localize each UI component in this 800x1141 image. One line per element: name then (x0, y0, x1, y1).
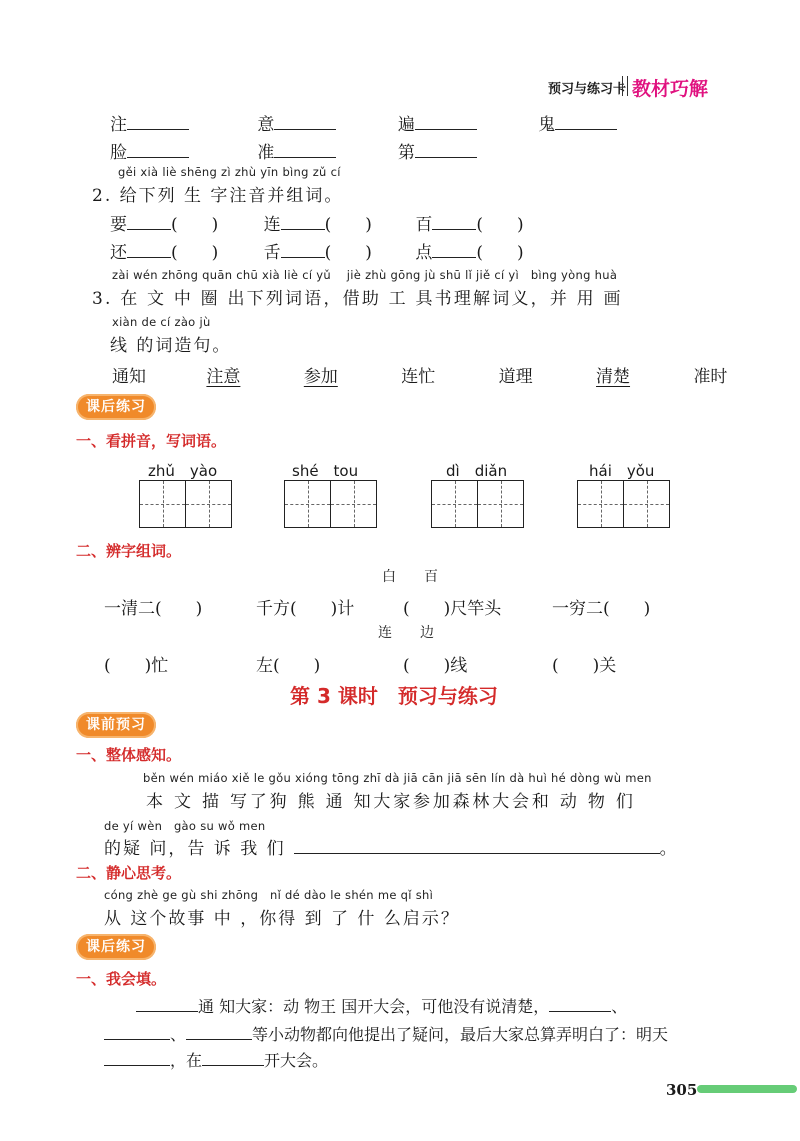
q2-row-1: 要 ( ) 连 ( ) 百 ( ) (110, 215, 524, 235)
word: 道理 (498, 367, 533, 387)
overall-pinyin-1: běn wén miáo xiě le gǒu xióng tōng zhī dà jiā cān jiā sēn lín dà huì hé dòng wù men (143, 771, 652, 785)
page-number: 305 (666, 1081, 698, 1099)
word-underlined: 注意 (206, 367, 241, 387)
idiom-item: ( )尺竿头 (403, 599, 502, 619)
before-class-badge: 课前预习 (76, 712, 156, 738)
writing-grid[interactable] (577, 480, 670, 528)
q3-word-list (112, 362, 727, 387)
q3-pinyin-2: xiàn de cí zào jù (112, 315, 211, 329)
after-class-badge: 课后练习 (76, 394, 156, 420)
word-underlined: 参加 (303, 367, 338, 387)
overall-line-1: 本 文 描 写了狗 熊 通 知大家参加森林大会和 动 物 们 (146, 792, 636, 812)
fill-line-3: ，在 开大会。 (104, 1048, 328, 1071)
header-divider (622, 76, 628, 96)
writing-grid[interactable] (139, 480, 232, 528)
grid-pinyin-2: shé tou (292, 462, 359, 480)
idiom-item: 一穷二( ) (552, 599, 651, 619)
lesson-title: 第 3 课时 预习与练习 (290, 684, 498, 708)
after-class-badge: 课后练习 (76, 934, 156, 960)
reflect-pinyin: cóng zhè ge gù shi zhōng nǐ dé dào le shén me qǐ shì (104, 888, 434, 902)
q3-pinyin-1: zài wén zhōng quān chū xià liè cí yǔ jiè zhù gōng jù shū lǐ jiě cí yì bìng yòng huà (112, 268, 618, 282)
q3-line-2: 线 的词造句。 (110, 336, 232, 356)
section-pinyin-write: 一、看拼音，写词语。 (76, 432, 227, 450)
section-reflect: 二、静心思考。 (76, 864, 182, 882)
word-item: ( )线 (403, 656, 468, 676)
section-distinguish: 二、辨字组词。 (76, 542, 182, 560)
fill-line-2: 、 等小动物都向他提出了疑问，最后大家总算弄明白了：明天 (104, 1022, 668, 1045)
writing-grid[interactable] (284, 480, 377, 528)
word-row-2: 脸 准 第 (110, 138, 477, 163)
char-pair-1: 白 百 (382, 569, 438, 585)
word-item: ( )忙 (104, 656, 169, 676)
writing-grid[interactable] (431, 480, 524, 528)
grid-pinyin-4: hái yǒu (589, 462, 655, 480)
word-item: ( )关 (552, 656, 617, 676)
q2-instruction: 2. 给下列 生 字注音并组词。 (92, 186, 344, 206)
fill-line-1: 通 知大家：动 物王 国开大会，可他没有说清楚， 、 (136, 994, 627, 1017)
section-fill: 一、我会填。 (76, 970, 167, 988)
header-series: 预习与练习卡 (548, 82, 627, 97)
word: 连忙 (401, 367, 436, 387)
grid-pinyin-1: zhǔ yào (148, 462, 218, 480)
overall-pinyin-2: de yí wèn gào su wǒ men (104, 819, 266, 833)
page-decoration-bar (697, 1085, 797, 1093)
idiom-item: 一清二( ) (104, 599, 203, 619)
word-item: 左( ) (256, 656, 321, 676)
section-overall: 一、整体感知。 (76, 746, 182, 764)
word-underlined: 清楚 (596, 367, 631, 387)
grid-pinyin-3: dì diǎn (446, 462, 508, 480)
word: 通知 (112, 367, 146, 387)
q2-pinyin: gěi xià liè shēng zì zhù yīn bìng zǔ cí (118, 165, 341, 179)
reflect-question: 从 这个故事 中 ，你得 到 了 什 么启示？ (104, 909, 460, 929)
char-pair-2: 连 边 (378, 625, 434, 641)
header-brand: 教材巧解 (632, 78, 709, 100)
overall-line-2: 的疑 问，告 诉 我 们 。 (104, 839, 679, 859)
idiom-item: 千方( )计 (256, 599, 355, 619)
q2-row-2: 还 ( ) 舌 ( ) 点 ( ) (110, 243, 524, 263)
q3-line-1: 3. 在 文 中 圈 出下列词语，借助 工 具书理解词义，并 用 画 (92, 289, 623, 309)
word-row-1: 注 意 遍 鬼 (110, 110, 617, 135)
word: 准时 (693, 367, 728, 387)
